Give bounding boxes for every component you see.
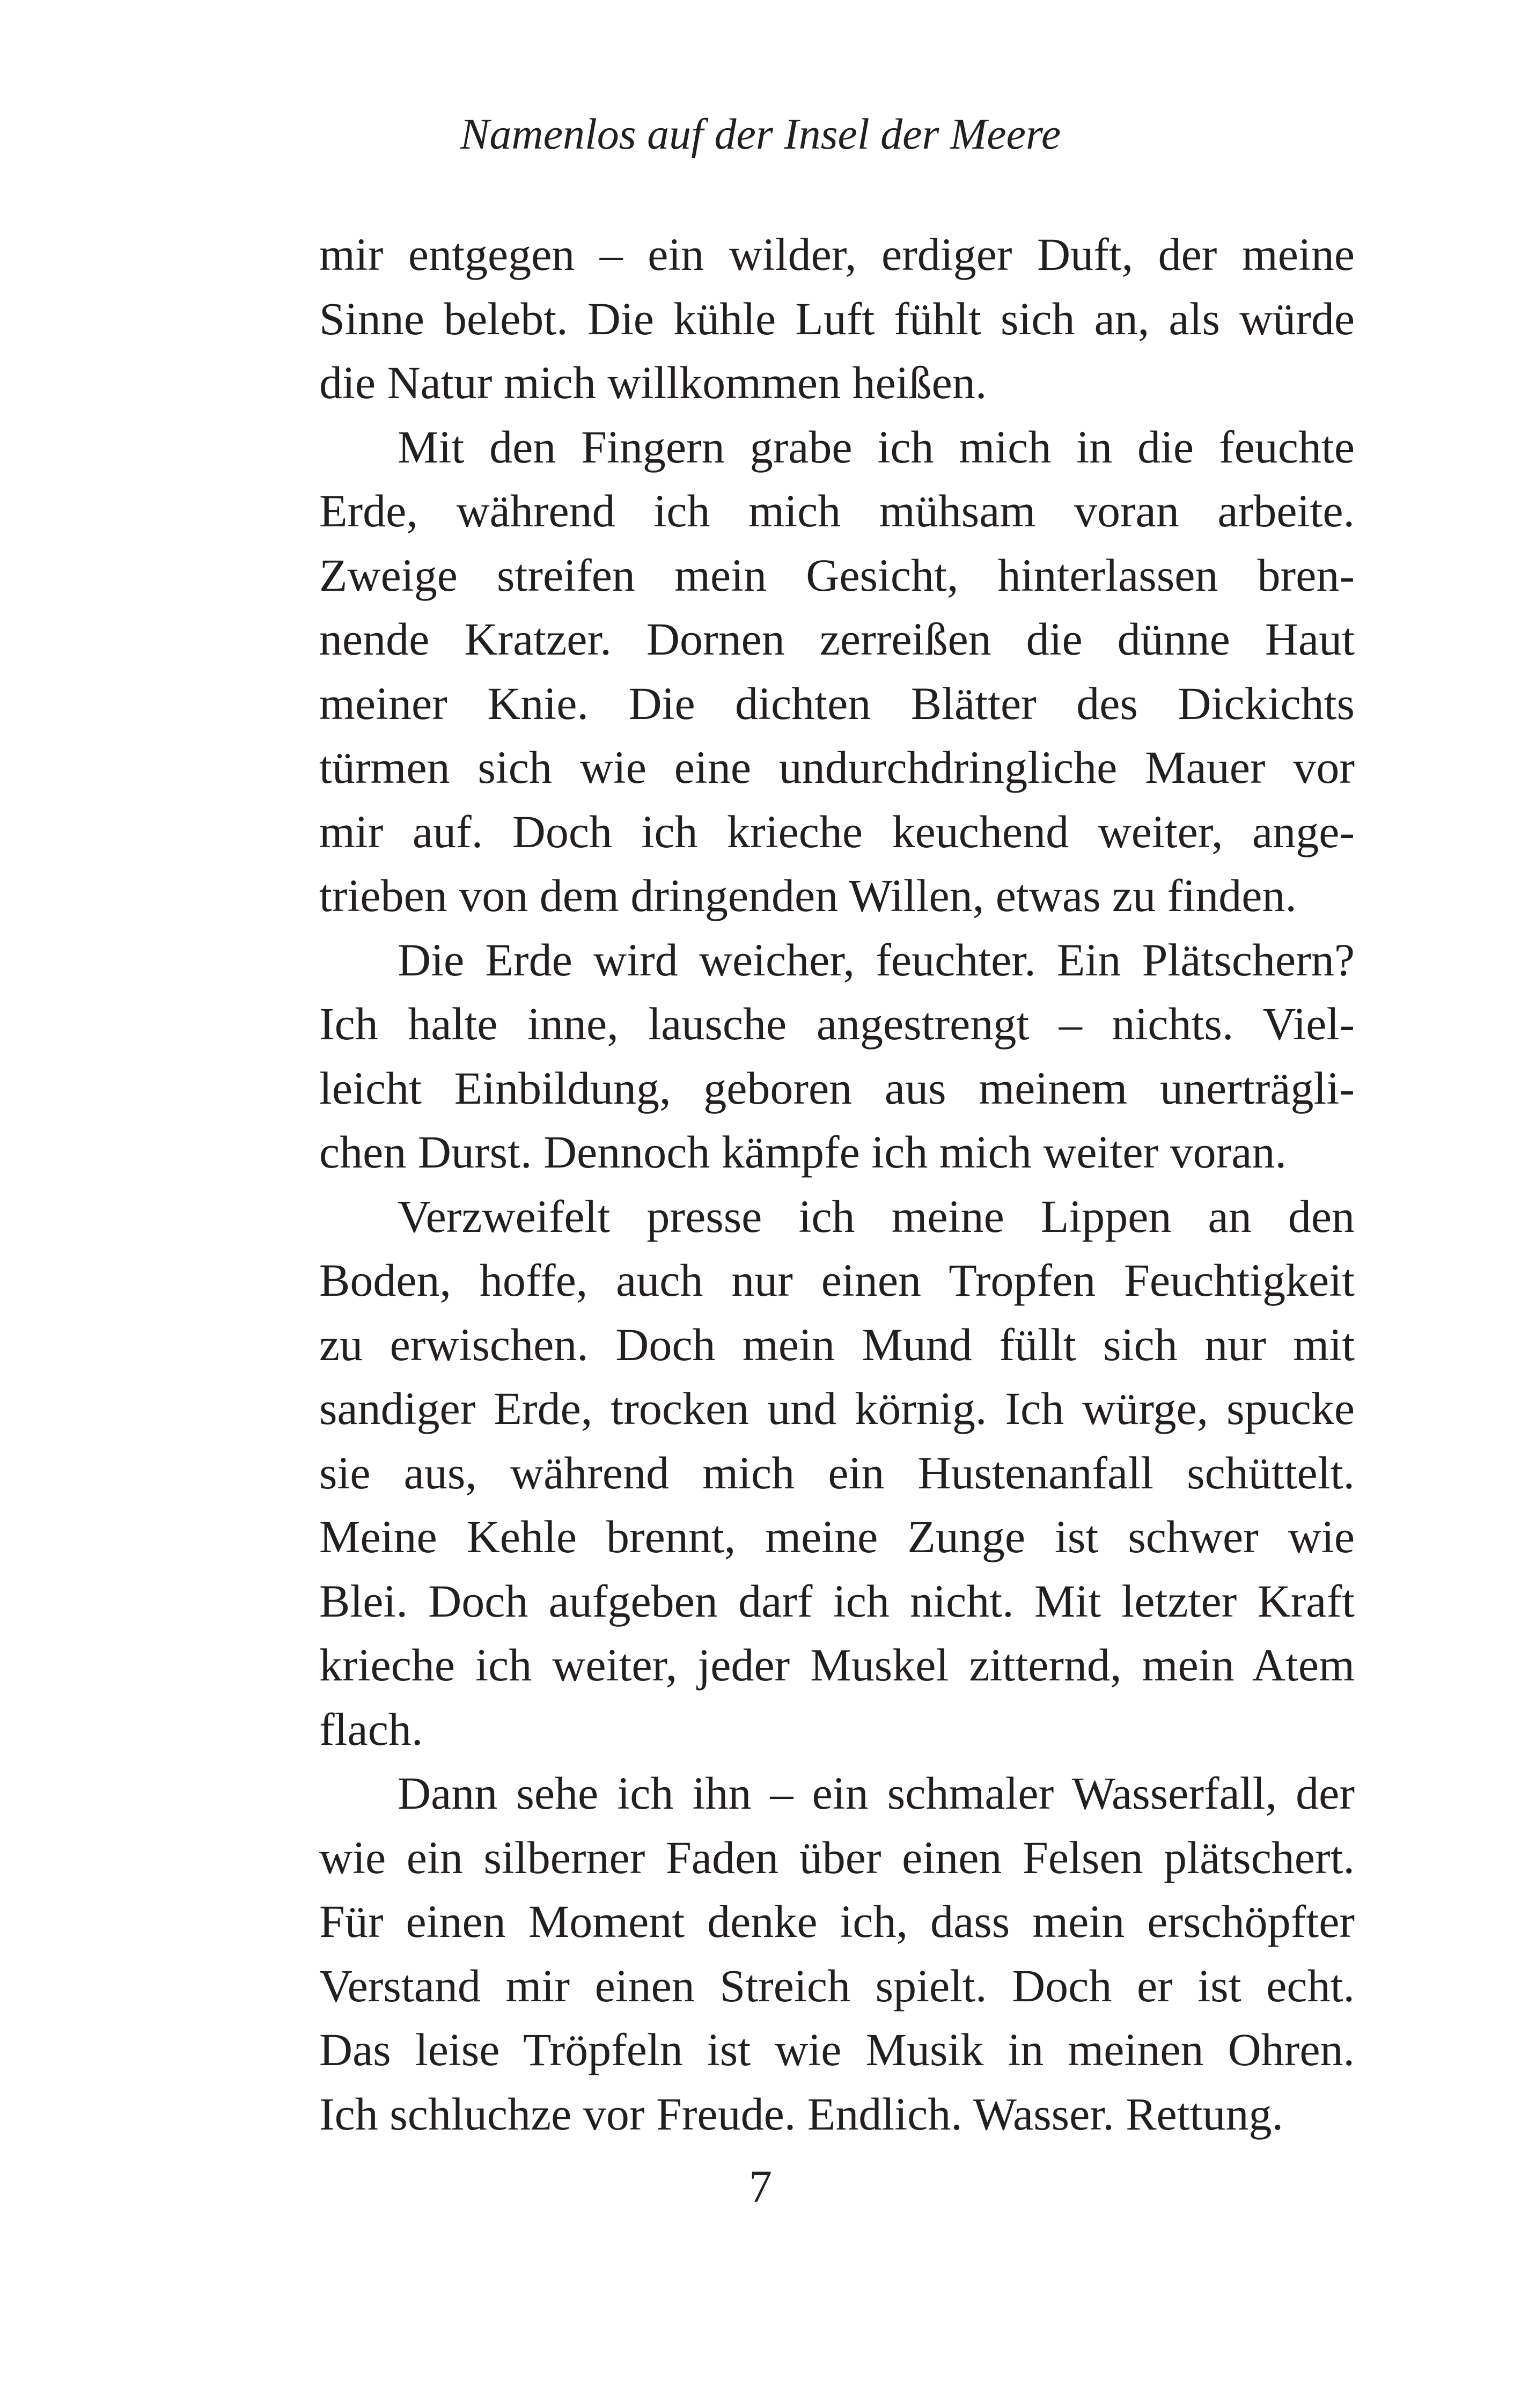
text-line: wie ein silberner Faden über einen Felsen plätschert. <box>319 1831 1355 1883</box>
text-line: Für einen Moment denke ich, dass mein erschöpfter <box>319 1896 1355 1947</box>
text-line: Verstand mir einen Streich spielt. Doch er ist echt. <box>319 1959 1355 2011</box>
text-line: Blei. Doch aufgeben darf ich nicht. Mit letzter Kraft <box>319 1575 1355 1627</box>
text-line: die Natur mich willkommen heißen. <box>319 357 987 408</box>
text-line: chen Durst. Dennoch kämpfe ich mich weiter voran. <box>319 1126 1287 1178</box>
text-line: Ich schluchze vor Freude. Endlich. Wasser. Rettung. <box>319 2088 1284 2140</box>
text-line: Boden, hoffe, auch nur einen Tropfen Feuchtigkeit <box>319 1254 1355 1306</box>
text-line: mir auf. Doch ich krieche keuchend weiter, ange- <box>319 805 1355 857</box>
text-line: türmen sich wie eine undurchdringliche Mauer vor <box>319 742 1355 793</box>
text-line: Mit den Fingern grabe ich mich in die feuchte <box>398 421 1355 473</box>
page-number: 7 <box>749 2161 772 2212</box>
text-line: Die Erde wird weicher, feuchter. Ein Plätschern? <box>398 934 1355 986</box>
text-line: Zweige streifen mein Gesicht, hinterlassen bren- <box>319 549 1355 601</box>
text-line: meiner Knie. Die dichten Blätter des Dickichts <box>319 677 1355 729</box>
text-line: Dann sehe ich ihn – ein schmaler Wasserfall, der <box>398 1767 1355 1819</box>
text-line: mir entgegen – ein wilder, erdiger Duft, der meine <box>319 229 1355 280</box>
text-line: trieben von dem dringenden Willen, etwas zu finden. <box>319 870 1297 921</box>
running-head: Namenlos auf der Insel der Meere <box>460 109 1061 158</box>
text-line: zu erwischen. Doch mein Mund füllt sich nur mit <box>319 1318 1355 1370</box>
text-line: Meine Kehle brennt, meine Zunge ist schwer wie <box>319 1511 1355 1562</box>
text-line: Ich halte inne, lausche angestrengt – nichts. Viel- <box>319 998 1355 1049</box>
text-line: Das leise Tröpfeln ist wie Musik in meinen Ohren. <box>319 2024 1355 2075</box>
text-line: nende Kratzer. Dornen zerreißen die dünne Haut <box>319 613 1355 665</box>
text-line: sandiger Erde, trocken und körnig. Ich würge, spucke <box>319 1383 1355 1434</box>
text-line: flach. <box>319 1703 423 1755</box>
text-line: sie aus, während mich ein Hustenanfall schüttelt. <box>319 1447 1355 1499</box>
text-line: leicht Einbildung, geboren aus meinem unerträgli- <box>319 1062 1355 1114</box>
text-line: Verzweifelt presse ich meine Lippen an den <box>398 1190 1355 1242</box>
text-line: krieche ich weiter, jeder Muskel zitternd, mein Atem <box>319 1639 1355 1691</box>
text-line: Sinne belebt. Die kühle Luft fühlt sich an, als würde <box>319 292 1355 344</box>
body-text <box>319 223 1355 2146</box>
text-line: Erde, während ich mich mühsam voran arbeite. <box>319 485 1355 537</box>
